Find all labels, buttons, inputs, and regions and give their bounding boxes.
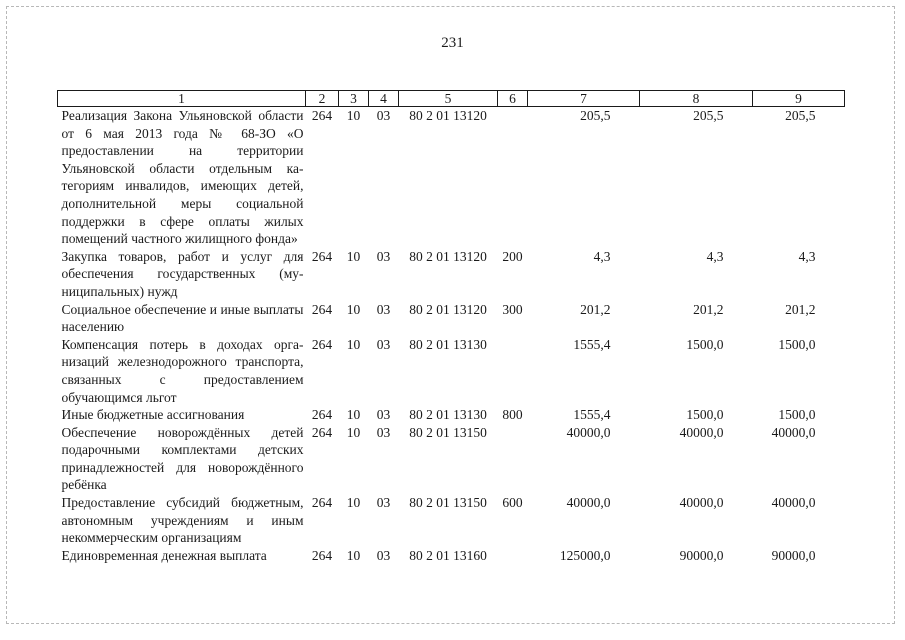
cell-admin-code: 264: [311, 301, 333, 317]
cell-target-item: 80 2 01 13150: [409, 424, 487, 440]
cell-expense-type: 200: [502, 248, 523, 264]
cell-section: 10: [346, 301, 361, 317]
cell-amount-3: 201,2: [785, 301, 816, 317]
cell-expense-type: [498, 107, 528, 248]
cell-admin-code: 264: [311, 108, 333, 123]
row-name: Социальное обеспечение и иные выплаты населению: [61, 301, 304, 335]
cell-amount-3: 40000,0: [771, 424, 816, 440]
cell-target-item: 80 2 01 13120: [409, 108, 487, 123]
page-number: 231: [441, 35, 464, 51]
cell-amount-2: 1500,0: [686, 336, 724, 352]
cell-expense-type: [498, 336, 528, 406]
cell-expense-type: [498, 547, 528, 565]
cell-amount-2: 201,2: [693, 301, 724, 317]
row-name: Компенсация потерь в доходах организаций железнодорожного транспорта, связанных с предоставлением обучающимся льгот: [61, 336, 304, 405]
cell-target-item: 80 2 01 13120: [409, 248, 487, 264]
cell-target-item: 80 2 01 13150: [409, 495, 487, 511]
table-row: [58, 301, 845, 336]
column-header: 5: [399, 91, 498, 107]
header-row: [58, 91, 845, 107]
cell-amount-2: 205,5: [693, 108, 724, 123]
cell-expense-type: 300: [502, 301, 523, 317]
cell-section: 10: [346, 407, 361, 423]
row-name: Предоставление субсидий бюджетным, автономным учреждениям и иным некоммерческим организациям: [61, 495, 304, 546]
row-name: Иные бюджетные ассигнования: [61, 407, 245, 423]
cell-target-item: 80 2 01 13120: [409, 301, 487, 317]
table-row: [58, 336, 845, 406]
cell-target-item: 80 2 01 13130: [409, 336, 487, 352]
cell-section: 10: [346, 424, 361, 440]
table-row: [58, 547, 845, 565]
cell-amount-1: 125000,0: [559, 547, 611, 563]
cell-amount-3: 90000,0: [771, 547, 816, 563]
column-header: 3: [339, 91, 369, 107]
row-name: Реализация Закона Ульяновской области от 6 мая 2013 года № 68-ЗО «О предоставлении на территории Ульяновской области отдельным категориям инвалидов, имеющих детей, дополнительной меры социальной поддержки в сфере оплаты жилых помещений частного жилищного фонда»: [61, 108, 304, 247]
cell-admin-code: 264: [311, 336, 333, 352]
cell-amount-3: 205,5: [785, 108, 816, 123]
cell-section: 10: [346, 108, 361, 123]
cell-expense-type: 600: [502, 495, 523, 511]
cell-amount-2: 40000,0: [679, 424, 724, 440]
budget-table: [57, 90, 845, 564]
cell-amount-1: 40000,0: [566, 424, 611, 440]
table-row: [58, 494, 845, 547]
column-header: 4: [369, 91, 399, 107]
cell-amount-1: 201,2: [580, 301, 611, 317]
row-name: Единовременная денежная выплата: [61, 547, 267, 563]
cell-amount-1: 4,3: [593, 248, 611, 264]
row-name: Закупка товаров, работ и услуг для обеспечения государственных (муниципальных) нужд: [61, 248, 304, 299]
cell-amount-3: 4,3: [798, 248, 816, 264]
cell-section: 10: [346, 495, 361, 511]
row-name: Обеспечение новорождённых детей подарочными комплектами детских принадлежностей для новорождённого ребёнка: [61, 424, 304, 493]
cell-amount-2: 4,3: [706, 248, 724, 264]
cell-amount-1: 1555,4: [573, 336, 611, 352]
cell-section: 10: [346, 248, 361, 264]
cell-subsection: 03: [376, 108, 391, 123]
cell-amount-3: 1500,0: [778, 407, 816, 423]
column-header: 2: [306, 91, 339, 107]
table-row: [58, 107, 845, 248]
cell-target-item: 80 2 01 13160: [409, 547, 487, 563]
column-header: 8: [640, 91, 753, 107]
cell-amount-2: 40000,0: [679, 495, 724, 511]
cell-amount-1: 205,5: [580, 108, 611, 123]
cell-target-item: 80 2 01 13130: [409, 407, 487, 423]
cell-subsection: 03: [376, 407, 391, 423]
cell-admin-code: 264: [311, 407, 333, 423]
column-header: 7: [528, 91, 640, 107]
cell-amount-2: 1500,0: [686, 407, 724, 423]
cell-expense-type: [498, 424, 528, 494]
table-row: [58, 424, 845, 494]
cell-admin-code: 264: [311, 248, 333, 264]
cell-admin-code: 264: [311, 495, 333, 511]
cell-subsection: 03: [376, 547, 391, 563]
cell-subsection: 03: [376, 248, 391, 264]
table-row: [58, 406, 845, 424]
cell-amount-2: 90000,0: [679, 547, 724, 563]
cell-admin-code: 264: [311, 547, 333, 563]
column-header: 6: [498, 91, 528, 107]
cell-amount-1: 40000,0: [566, 495, 611, 511]
cell-amount-3: 40000,0: [771, 495, 816, 511]
column-header: 9: [753, 91, 845, 107]
cell-amount-3: 1500,0: [778, 336, 816, 352]
cell-section: 10: [346, 336, 361, 352]
cell-subsection: 03: [376, 424, 391, 440]
cell-admin-code: 264: [311, 424, 333, 440]
column-header: 1: [58, 91, 306, 107]
cell-expense-type: 800: [502, 407, 523, 423]
cell-subsection: 03: [376, 495, 391, 511]
table-row: [58, 248, 845, 301]
cell-subsection: 03: [376, 301, 391, 317]
cell-subsection: 03: [376, 336, 391, 352]
cell-amount-1: 1555,4: [573, 407, 611, 423]
cell-section: 10: [346, 547, 361, 563]
